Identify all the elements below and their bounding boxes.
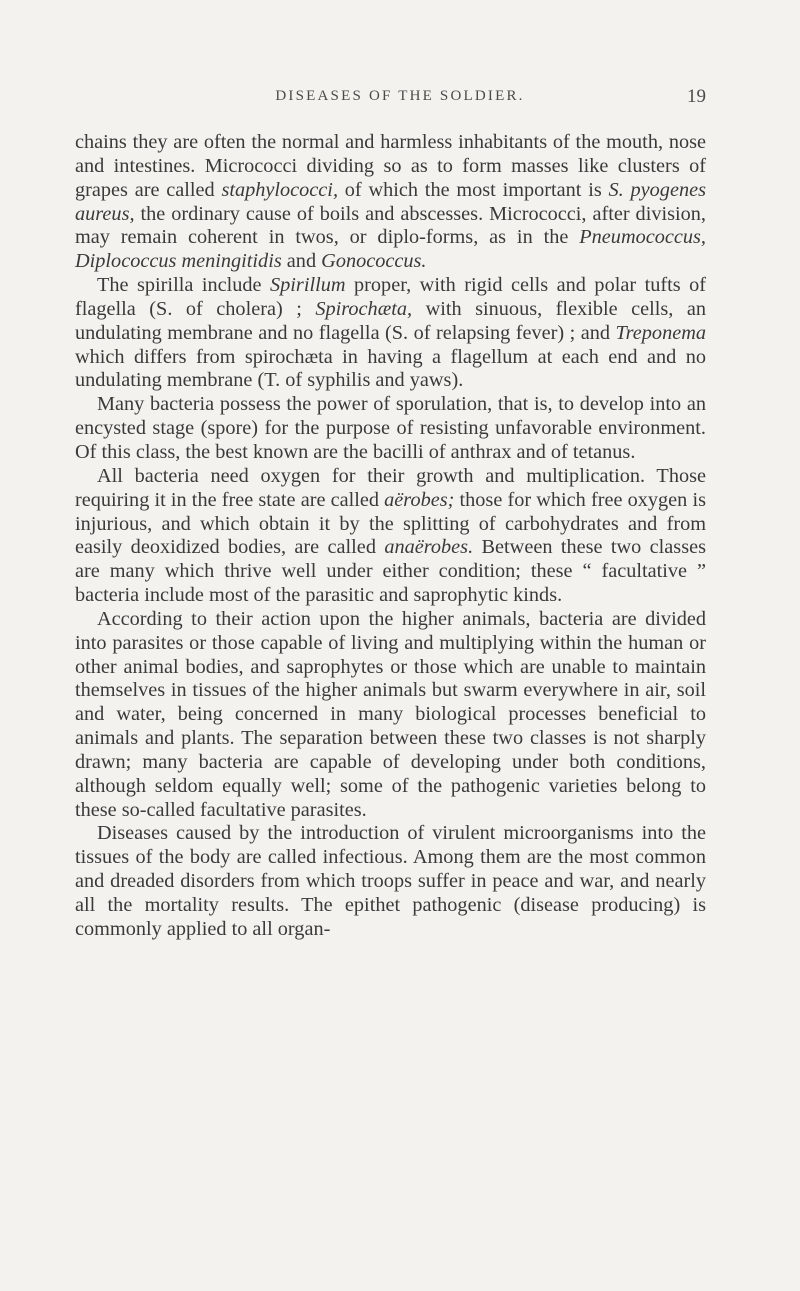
page-number: 19	[687, 86, 706, 107]
italic-term: anaërobes.	[384, 536, 474, 559]
text-run: the ordinary cause of boils and abscesses. Micrococci, after division, may remain coherent in twos, or diplo-forms, as in the	[75, 202, 706, 249]
text-run: with sinuous, flexible cells, an undulating membrane and no flagella (S. of relapsing fever) ; and	[75, 297, 706, 344]
text-run: of which the most important is	[338, 178, 609, 201]
text-run: proper, with rigid cells and polar tufts of flagella (S. of cholera) ;	[75, 274, 707, 320]
paragraph-micrococci	[75, 131, 706, 274]
italic-term: Spirillum	[270, 274, 346, 297]
body-text	[75, 131, 706, 942]
italic-term: Treponema	[615, 321, 706, 344]
italic-term: S. pyogenes aureus,	[75, 178, 706, 225]
text-run: chains they are often the normal and harmless inhabitants of the mouth, nose and intestines. Micrococci dividing so as to form masses like clusters of grapes are called	[75, 131, 706, 201]
text-run: those for which free oxygen is injurious, and which obtain it by the splitting of carbohydrates and from easily deoxidized bodies, are called	[75, 488, 706, 559]
page-header	[0, 86, 800, 110]
paragraph-spirilla	[75, 274, 706, 393]
paragraph-oxygen	[75, 465, 706, 608]
italic-term: Gonococcus.	[321, 250, 427, 273]
text-run: All bacteria need oxygen for their growth and multiplication. Those requiring it in the free state are called	[75, 464, 706, 511]
italic-term: Spirochæta,	[315, 297, 413, 320]
text-run: The spirilla include	[97, 274, 271, 297]
text-run: Many bacteria possess the power of sporulation, that is, to develop into an encysted stage (spore) for the purpose of resisting unfavorable environment. Of this class, the best known are the bacilli of anthrax and of tetanus.	[75, 393, 706, 463]
italic-term: Pneumococcus, Diplococcus meningitidis	[75, 226, 706, 273]
italic-term: aërobes;	[384, 488, 455, 511]
text-run: which differs from spirochæta in having a flagellum at each end and no undulating membrane (T. of syphilis and yaws).	[75, 345, 706, 392]
paragraph-parasites	[75, 608, 706, 823]
running-head: DISEASES OF THE SOLDIER.	[275, 88, 525, 104]
paragraph-sporulation	[75, 393, 706, 465]
text-run: Between these two classes are many which thrive well under either condition; these “ facultative ” bacteria include most of the parasitic and saprophytic kinds.	[75, 536, 706, 607]
italic-term: staphylococci,	[221, 178, 339, 201]
text-run: According to their action upon the higher animals, bacteria are divided into parasites or those capable of living and multiplying within the human or other animal bodies, and saprophytes or those which are unable to maintain themselves in tissues of the higher animals but swarm everywhere in air, soil and water, being concerned in many biological processes beneficial to animals and plants. The separation between these two classes is not sharply drawn; many bacteria are capable of developing under both conditions, although seldom equally well; some of the pathogenic varieties belong to these so-called facultative parasites.	[75, 607, 706, 821]
text-run: Diseases caused by the introduction of virulent microorganisms into the tissues of the body are called infectious. Among them are the most common and dreaded disorders from which troops suffer in peace and war, and nearly all the mortality results. The epithet pathogenic (disease producing) is commonly applied to all organ-	[75, 822, 706, 940]
text-run: and	[281, 250, 322, 273]
paragraph-infectious	[75, 822, 706, 941]
